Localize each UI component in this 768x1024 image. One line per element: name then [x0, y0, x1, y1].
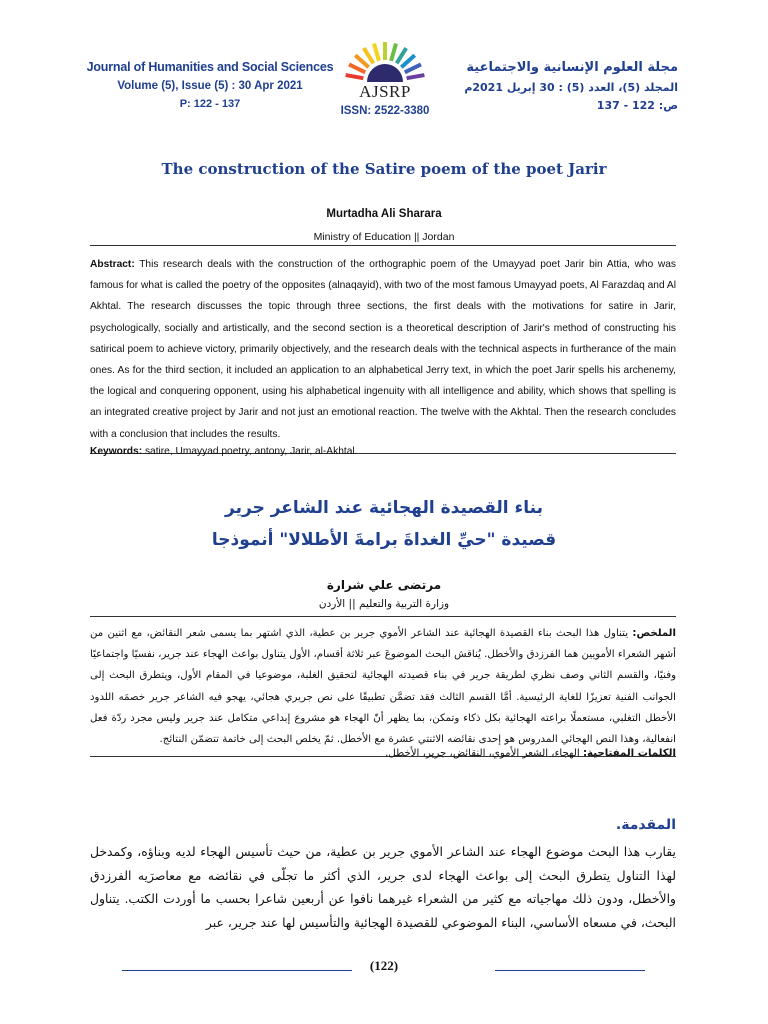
journal-header-ar: [458, 60, 678, 112]
journal-header-en: [60, 60, 360, 110]
paper-title-en: The construction of the Satire poem of the poet Jarir: [161, 160, 607, 178]
paper-title-ar-line2: قصيدة "حيِّ الغداةَ برامةَ الأطلالا" أنموذجا: [211, 530, 557, 550]
ajsrp-logo: [330, 38, 440, 138]
issn: ISSN: 2522-3380: [340, 105, 430, 117]
page-number: (122): [369, 958, 399, 973]
affiliation-en: Ministry of Education || Jordan: [313, 231, 455, 243]
keywords-label-en: Keywords:: [90, 446, 143, 457]
journal-name-en: Journal of Humanities and Social Sciences: [86, 60, 334, 74]
author-ar: مرتضى علي شرارة: [326, 578, 442, 592]
abstract-text-ar: يتناول هذا البحث بناء القصيدة الهجائية عند الشاعر الأموي جرير بن عطية، الذي اشتهر بما يسمى شعر النقائض، مع اثنين من أشهر الشعراء الأمويين هما الفرزدق والأخطل. يُناقش البحث الموضوعَ عبر ثلاثة أقسام، الأول يتناول بواعث الهجاء عند جرير، نفسيًا واجتماعيًا وفنيًا، والقسم الثاني وصف نظري لطريقة جرير في بناء قصيدته الهجائية لتحقيق الغلبة، موضوعيا في المقام الأول، ويتطرق البحث إلى الجوانب الفنية تعزيزًا للغاية الرئيسية. أمَّا القسم الثالث فقد تضمَّن تطبيقًا على نص جريري هجائي، يهجو فيه الشاعر جرير خصمَه اللدود الأخطل التغلبي، مستعملًا براعته الهجائية بكل ذكاء وتمكن، بما يظهر أنّ الهجاء هو مشروع إبداعي متكامل عند جرير وليس مجرد ردّة فعل انفعالية، وهذا النص الهجائي المدروس هو إحدى نقائضه الاثنتي عشرة مع الأخطل. ثمّ يخلص البحث إلى خاتمة تتضمّن النتائج.: [90, 628, 676, 746]
affiliation-ar: وزارة التربية والتعليم || الأردن: [318, 598, 450, 610]
abstract-label-en: Abstract:: [90, 259, 135, 270]
journal-name-ar: مجلة العلوم الإنسانية والاجتماعية: [466, 60, 678, 75]
pages-en: P: 122 - 137: [179, 98, 241, 110]
intro-text: يقارب هذا البحث موضوع الهجاء عند الشاعر الأموي جرير بن عطية، من حيث تأسيس الهجاء لديه وبناؤه، وكمدخل لهذا التناول يتطرق البحث إلى بواعث الهجاء لدى جرير، الذي أكثر ما تجلّى في نقائضه مع معاصرَيه الفرزدق والأخطل، ودون ذلك مهاجياته مع كثير من الشعراء غيرهما نافوا عن أربعين شاعرا بحسب ما أوردت الكتب. يتناول البحث، في مسعاه الأساسي، البناء الموضوعي للقصيدة الهجائية والتأسيس لها عند جرير، عبر: [90, 844, 676, 930]
keywords-en: [90, 446, 676, 457]
sunburst-icon: [345, 38, 425, 84]
page-footer: [0, 958, 768, 978]
footer-rule-right: [495, 970, 645, 971]
keywords-text-ar: الهجاء، الشعر الأموي، النقائض، جرير، الأخطل.: [385, 748, 580, 759]
author-en: Murtadha Ali Sharara: [326, 208, 442, 220]
abstract-en: [90, 245, 676, 454]
abstract-ar: [90, 616, 676, 757]
keywords-text-en: satire, Umayyad poetry, antony, Jarir, al-Akhtal.: [144, 446, 358, 457]
keywords-label-ar: الكلمات المفتاحية:: [582, 748, 676, 759]
abstract-text-en: This research deals with the construction of the orthographic poem of the Umayyad poet Jarir bin Attia, who was famous for what is called the poetry of the opposites (alnaqayid), with two of the most famous Umayyad poets, Al Farazdaq and Al Akhtal. The research discusses the topic through three sections, the first deals with the motivations for satire in Jarir, psychologically, socially and artistically, and the second section is a theoretical description of Jarir's method of constructing his satirical poem to achieve victory, primarily objectively, and the research deals with the technical aspects in furtherance of the main ones. As for the third section, it included an application to an alphabetical Jerry text, in which the poet Jarir spells his archenemy, the logical and conquering opponent, using his alphabetical ingenuity with all intelligence and ability, which shows that spelling is an integrated creative project by Jarir and not just an emotional reaction. The twelve with the Akhtal. Then the research concludes with a conclusion that includes the results.: [90, 259, 676, 440]
abstract-label-ar: الملخص:: [632, 628, 676, 639]
paper-title-ar-line1: بناء القصيدة الهجائية عند الشاعر جرير: [225, 498, 543, 518]
keywords-ar: [90, 748, 676, 759]
logo-name: AJSRP: [359, 82, 411, 101]
pages-ar: ص: 122 - 137: [596, 99, 678, 112]
volume-issue-ar: المجلد (5)، العدد (5) : 30 إبريل 2021م: [464, 81, 678, 94]
volume-issue-en: Volume (5), Issue (5) : 30 Apr 2021: [117, 80, 303, 92]
intro-heading: المقدمة.: [615, 817, 676, 833]
